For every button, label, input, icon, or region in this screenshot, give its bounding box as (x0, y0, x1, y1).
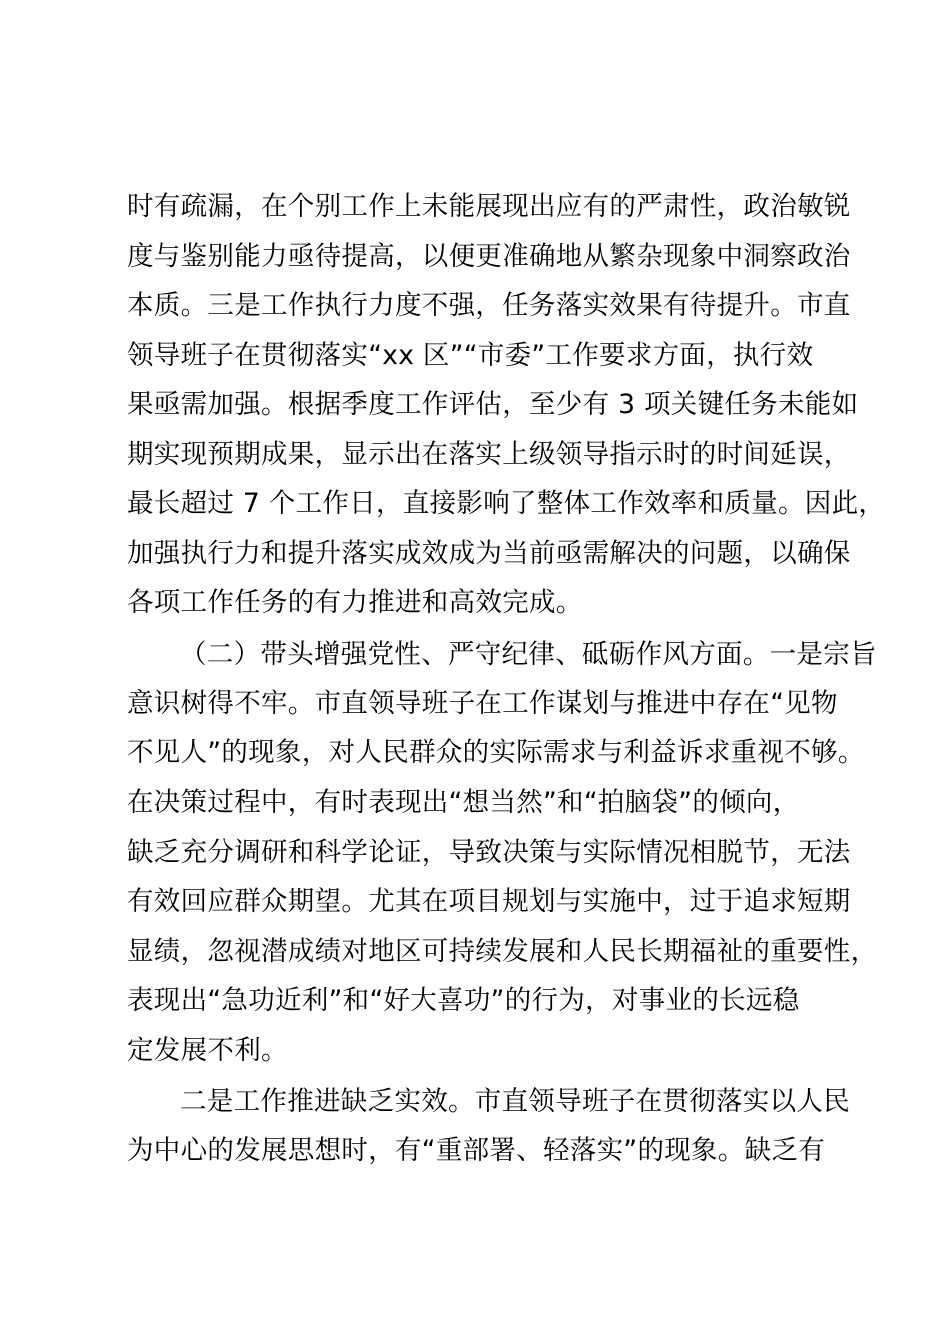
text-line: 显绩，忽视潜成绩对地区可持续发展和人民长期福祉的重要性， (127, 936, 878, 967)
text-line: 最长超过 7 个工作日，直接影响了整体工作效率和质量。因此， (127, 488, 886, 519)
text-line: 时有疏漏，在个别工作上未能展现出应有的严肃性，政治敏锐 (127, 191, 851, 222)
paragraph-heading-line: （二）带头增强党性、严守纪律、砥砺作风方面。一是宗旨 (180, 639, 877, 670)
paragraph-start-line: 二是工作推进缺乏实效。市直领导班子在贯彻落实以人民 (180, 1086, 850, 1117)
text-line: 本质。三是工作执行力度不强，任务落实效果有待提升。市直 (127, 290, 851, 321)
text-line: 缺乏充分调研和科学论证，导致决策与实际情况相脱节，无法 (127, 837, 851, 868)
text-line: 期实现预期成果，显示出在落实上级领导指示时的时间延误， (127, 439, 851, 470)
text-line: 加强执行力和提升落实成效成为当前亟需解决的问题，以确保 (127, 538, 851, 569)
text-line: 为中心的发展思想时，有“重部署、轻落实”的现象。缺乏有 (127, 1135, 826, 1166)
text-line: 定发展不利。 (127, 1035, 288, 1066)
text-line: 意识树得不牢。市直领导班子在工作谋划与推进中存在“见物 (127, 688, 838, 719)
text-line: 度与鉴别能力亟待提高，以便更准确地从繁杂现象中洞察政治 (127, 241, 851, 272)
text-line: 果亟需加强。根据季度工作评估，至少有 3 项关键任务未能如 (127, 389, 859, 420)
text-line: 有效回应群众期望。尤其在项目规划与实施中，过于追求短期 (127, 886, 851, 917)
text-line: 各项工作任务的有力推进和高效完成。 (127, 587, 583, 618)
text-line: 不见人”的现象，对人民群众的实际需求与利益诉求重视不够。 (127, 737, 865, 768)
text-line: 在决策过程中，有时表现出“想当然”和“拍脑袋”的倾向， (127, 787, 800, 818)
text-line: 表现出“急功近利”和“好大喜功”的行为，对事业的长远稳 (127, 985, 800, 1016)
text-line: 领导班子在贯彻落实“xx 区”“市委”工作要求方面，执行效 (127, 340, 814, 371)
